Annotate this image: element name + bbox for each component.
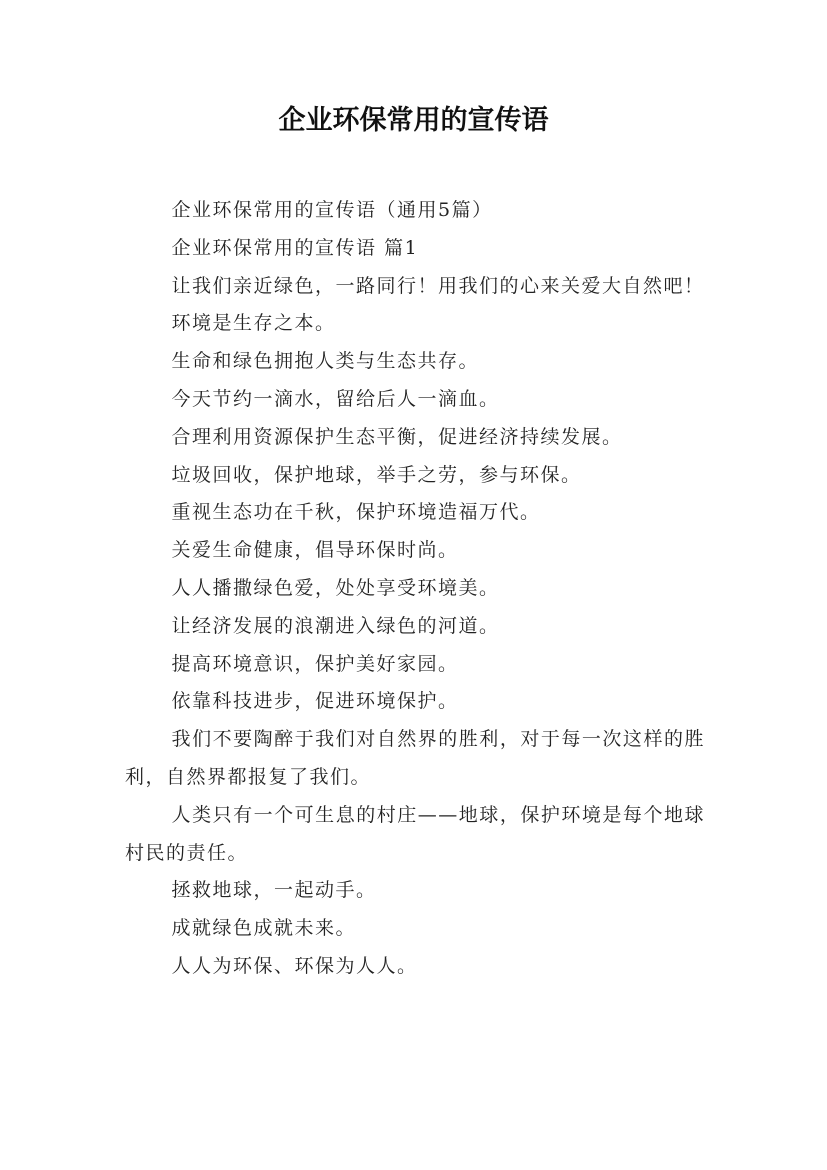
paragraph: 依靠科技进步，促进环境保护。	[171, 690, 459, 713]
paragraph: 让经济发展的浪潮进入绿色的河道。	[171, 614, 500, 637]
paragraph: 重视生态功在千秋，保护环境造福万代。	[171, 501, 541, 524]
paragraph: 我们不要陶醉于我们对自然界的胜利，对于每一次这样的胜利，自然界都报复了我们。	[125, 728, 705, 788]
paragraph: 成就绿色成就未来。	[171, 917, 357, 940]
paragraph: 提高环境意识，保护美好家园。	[171, 652, 459, 675]
paragraph: 合理利用资源保护生态平衡，促进经济持续发展。	[171, 425, 623, 448]
paragraph: 人人播撒绿色爱，处处享受环境美。	[171, 576, 500, 599]
document-title: 企业环保常用的宣传语	[278, 105, 549, 136]
paragraph: 人类只有一个可生息的村庄——地球，保护环境是每个地球村民的责任。	[125, 803, 705, 864]
paragraph: 垃圾回收，保护地球，举手之劳，参与环保。	[171, 463, 582, 486]
paragraph: 环境是生存之本。	[171, 312, 336, 335]
paragraph-subtitle: 企业环保常用的宣传语（通用5篇）	[171, 199, 493, 221]
document-body	[125, 192, 705, 986]
paragraph: 生命和绿色拥抱人类与生态共存。	[171, 350, 480, 373]
paragraph: 拯救地球，一起动手。	[171, 879, 377, 902]
paragraph-section-heading: 企业环保常用的宣传语 篇1	[171, 236, 419, 259]
paragraph: 让我们亲近绿色，一路同行！用我们的心来关爱大自然吧！	[171, 274, 705, 297]
paragraph: 今天节约一滴水，留给后人一滴血。	[171, 387, 500, 410]
paragraph: 人人为环保、环保为人人。	[171, 954, 418, 977]
paragraph: 关爱生命健康，倡导环保时尚。	[171, 539, 459, 562]
